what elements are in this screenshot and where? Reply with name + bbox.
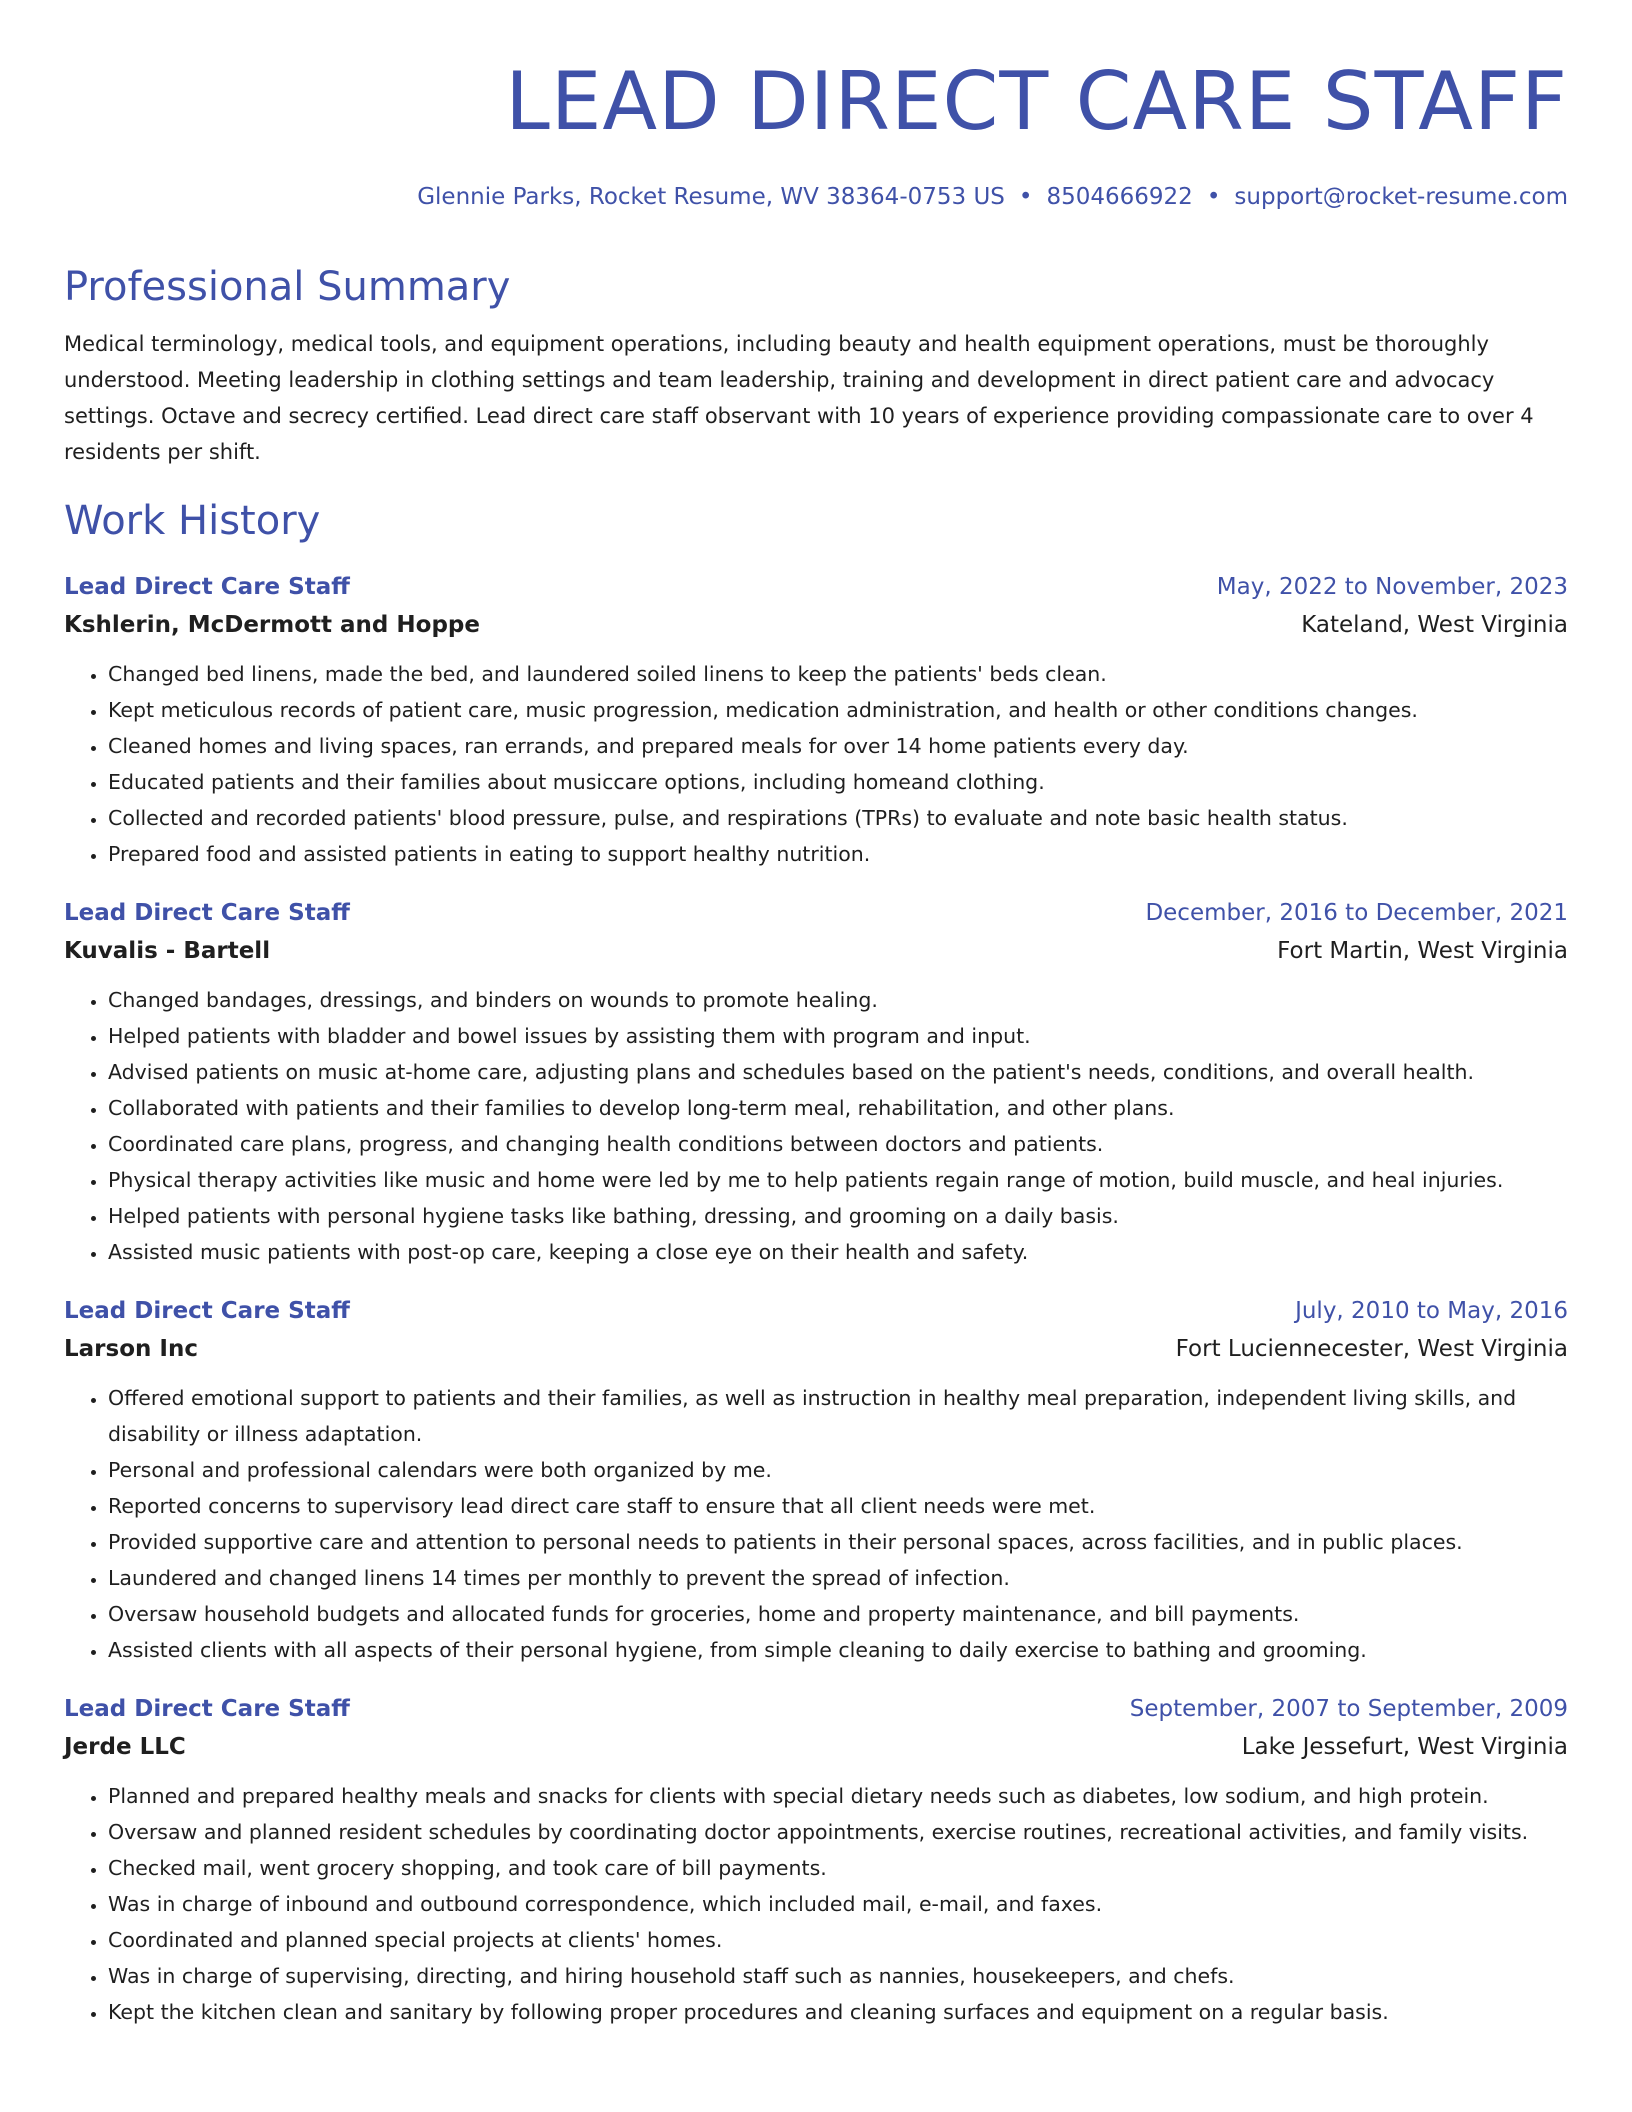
contact-separator: •: [1206, 184, 1221, 210]
job-title: Lead Direct Care Staff: [64, 1298, 350, 1324]
job-company-row: [64, 606, 1568, 644]
job-entry: [64, 1690, 1568, 2030]
job-company-row: [64, 932, 1568, 970]
job-entry: [64, 1292, 1568, 1668]
list-item: • Helped patients with personal hygiene tasks like bathing, dressing, and grooming on a daily basis.: [108, 1198, 1568, 1234]
section-heading-summary: Professional Summary: [64, 264, 511, 310]
job-company: Jerde LLC: [64, 1734, 186, 1760]
list-item: • Collaborated with patients and their families to develop long-term meal, rehabilitation, and other plans.: [108, 1090, 1568, 1126]
job-dates: July, 2010 to May, 2016: [1295, 1298, 1568, 1324]
list-item: • Assisted clients with all aspects of their personal hygiene, from simple cleaning to daily exercise to bathing and grooming.: [108, 1632, 1568, 1668]
list-item: • Was in charge of inbound and outbound correspondence, which included mail, e-mail, and faxes.: [108, 1886, 1568, 1922]
list-item: • Offered emotional support to patients and their families, as well as instruction in healthy meal preparation, independent living skills, and disability or illness adaptation.: [108, 1380, 1568, 1452]
list-item: • Advised patients on music at-home care, adjusting plans and schedules based on the patient's needs, conditions, and overall health.: [108, 1054, 1568, 1090]
list-item: • Coordinated and planned special projects at clients' homes.: [108, 1922, 1568, 1958]
list-item: • Reported concerns to supervisory lead direct care staff to ensure that all client needs were met.: [108, 1488, 1568, 1524]
contact-email[interactable]: support@rocket-resume.com: [1234, 184, 1568, 210]
job-company-row: [64, 1728, 1568, 1766]
job-location: Lake Jessefurt, West Virginia: [1241, 1734, 1568, 1760]
list-item: • Changed bed linens, made the bed, and laundered soiled linens to keep the patients' beds clean.: [108, 656, 1568, 692]
list-item: • Coordinated care plans, progress, and changing health conditions between doctors and patients.: [108, 1126, 1568, 1162]
list-item: • Collected and recorded patients' blood pressure, pulse, and respirations (TPRs) to evaluate and note basic health status.: [108, 800, 1568, 836]
job-company-row: [64, 1330, 1568, 1368]
job-dates: May, 2022 to November, 2023: [1216, 574, 1568, 600]
list-item: • Kept meticulous records of patient care, music progression, medication administration, and health or other conditions changes.: [108, 692, 1568, 728]
job-entry: [64, 894, 1568, 1270]
job-company: Kshlerin, McDermott and Hoppe: [64, 612, 480, 638]
summary-text: Medical terminology, medical tools, and equipment operations, including beauty and health equipment operations, must be thoroughly understood. Meeting leadership in clothing settings and team leadership, training and development in direct patient care and advocacy settings. Octave and secrecy certified. Lead direct care staff observant with 10 years of experience providing compassionate care to over 4 residents per shift.: [64, 332, 1534, 464]
job-header-row: [64, 1292, 1568, 1330]
resume-page: [64, 52, 1568, 2030]
job-company: Larson Inc: [64, 1336, 198, 1362]
list-item: • Assisted music patients with post-op care, keeping a close eye on their health and safety.: [108, 1234, 1568, 1270]
job-duties-list: [64, 982, 1568, 1270]
job-location: Kateland, West Virginia: [1301, 612, 1568, 638]
job-header-row: [64, 1690, 1568, 1728]
job-duties-list: [64, 1380, 1568, 1668]
list-item: • Provided supportive care and attention to personal needs to patients in their personal spaces, across facilities, and in public places.: [108, 1524, 1568, 1560]
list-item: • Changed bandages, dressings, and binders on wounds to promote healing.: [108, 982, 1568, 1018]
list-item: • Checked mail, went grocery shopping, and took care of bill payments.: [108, 1850, 1568, 1886]
job-header-row: [64, 568, 1568, 606]
list-item: • Prepared food and assisted patients in eating to support healthy nutrition.: [108, 836, 1568, 872]
job-duties-list: [64, 1778, 1568, 2030]
job-dates: September, 2007 to September, 2009: [1129, 1696, 1568, 1722]
job-location: Fort Martin, West Virginia: [1277, 938, 1568, 964]
list-item: • Oversaw and planned resident schedules by coordinating doctor appointments, exercise routines, recreational activities, and family visits.: [108, 1814, 1568, 1850]
list-item: • Personal and professional calendars were both organized by me.: [108, 1452, 1568, 1488]
job-title: Lead Direct Care Staff: [64, 1696, 350, 1722]
job-title: Lead Direct Care Staff: [64, 574, 350, 600]
contact-separator: •: [1018, 184, 1033, 210]
section-heading-work-history: Work History: [64, 498, 321, 544]
list-item: • Physical therapy activities like music and home were led by me to help patients regain range of motion, build muscle, and heal injuries.: [108, 1162, 1568, 1198]
list-item: • Planned and prepared healthy meals and snacks for clients with special dietary needs such as diabetes, low sodium, and high protein.: [108, 1778, 1568, 1814]
list-item: • Educated patients and their families about musiccare options, including homeand clothing.: [108, 764, 1568, 800]
resume-title: LEAD DIRECT CARE STAFF: [505, 55, 1568, 148]
contact-line: [64, 182, 1568, 212]
job-location: Fort Luciennecester, West Virginia: [1175, 1336, 1568, 1362]
list-item: • Kept the kitchen clean and sanitary by following proper procedures and cleaning surfaces and equipment on a regular basis.: [108, 1994, 1568, 2030]
job-header-row: [64, 894, 1568, 932]
job-company: Kuvalis - Bartell: [64, 938, 271, 964]
contact-phone[interactable]: 8504666922: [1046, 184, 1193, 210]
list-item: • Helped patients with bladder and bowel issues by assisting them with program and input.: [108, 1018, 1568, 1054]
list-item: • Oversaw household budgets and allocated funds for groceries, home and property maintenance, and bill payments.: [108, 1596, 1568, 1632]
work-history-list: [64, 568, 1568, 2030]
job-title: Lead Direct Care Staff: [64, 900, 350, 926]
job-dates: December, 2016 to December, 2021: [1145, 900, 1568, 926]
list-item: • Cleaned homes and living spaces, ran errands, and prepared meals for over 14 home patients every day.: [108, 728, 1568, 764]
job-duties-list: [64, 656, 1568, 872]
list-item: • Laundered and changed linens 14 times per monthly to prevent the spread of infection.: [108, 1560, 1568, 1596]
list-item: • Was in charge of supervising, directing, and hiring household staff such as nannies, housekeepers, and chefs.: [108, 1958, 1568, 1994]
job-entry: [64, 568, 1568, 872]
contact-address: Glennie Parks, Rocket Resume, WV 38364-0753 US: [417, 184, 1005, 210]
